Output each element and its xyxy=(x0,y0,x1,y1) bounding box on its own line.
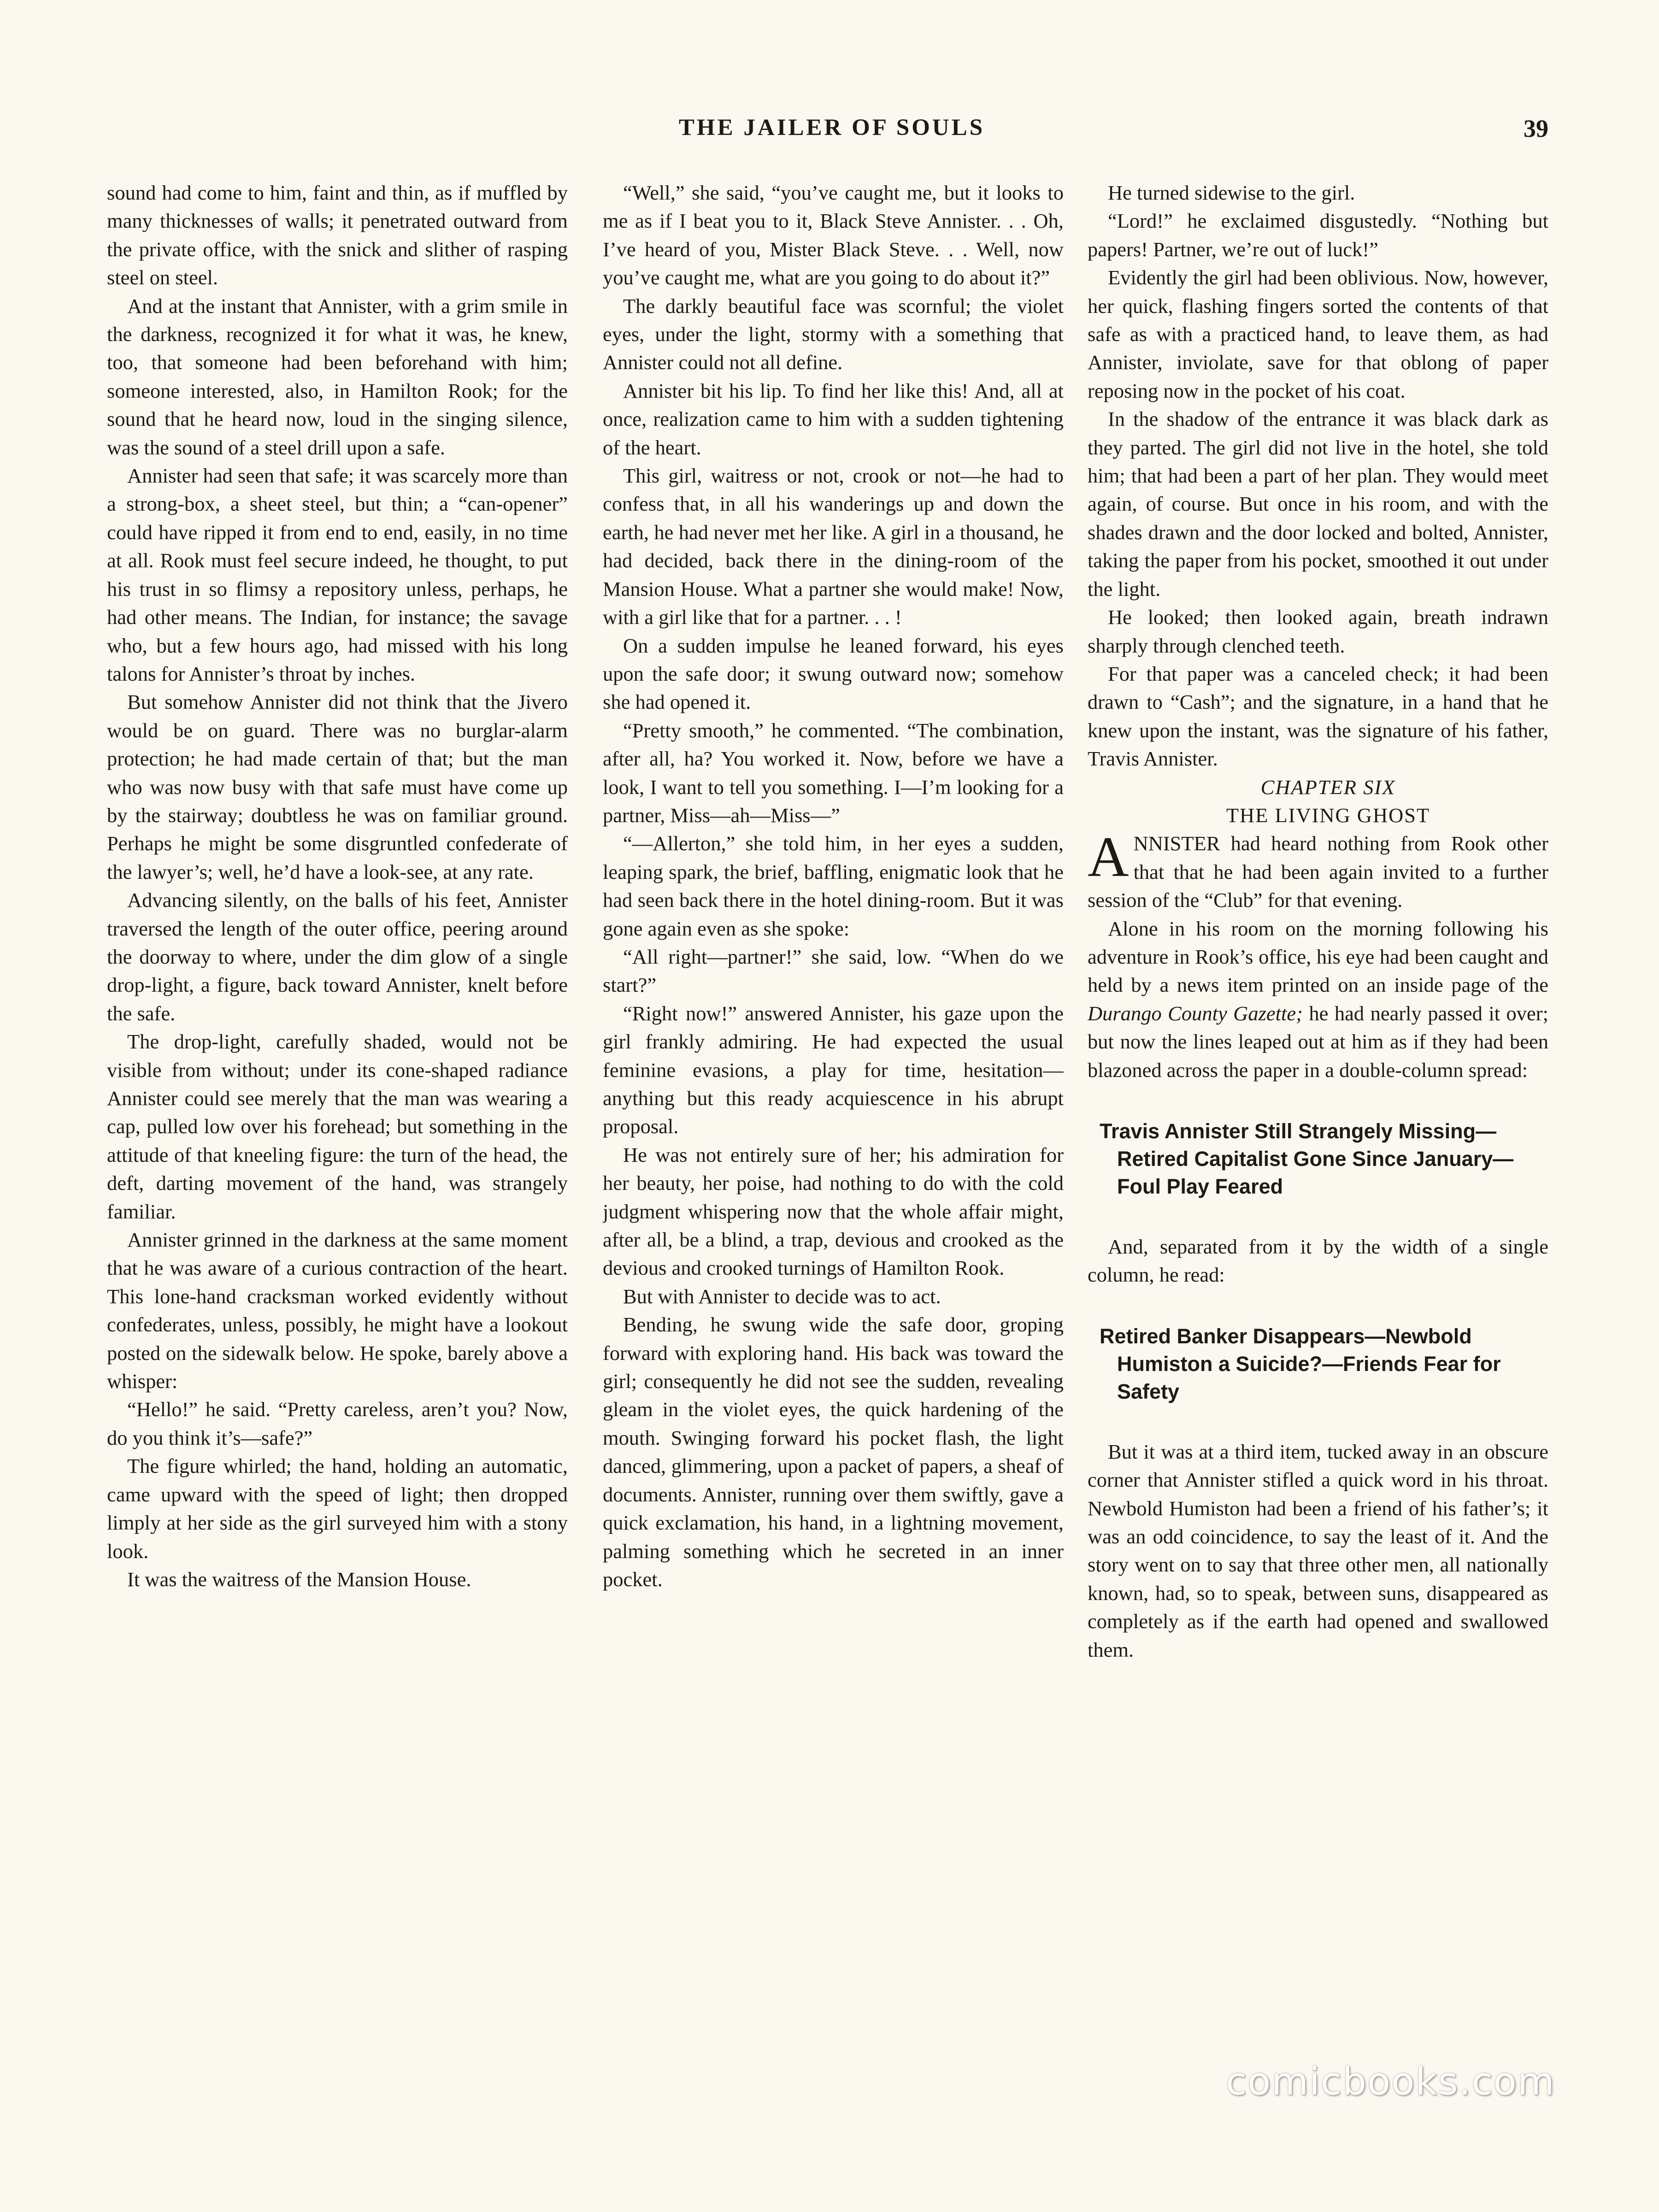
paragraph: But with Annister to decide was to act. xyxy=(623,1284,941,1308)
paragraph: Annister had seen that safe; it was scarcely more than a strong-box, a sheet steel, but thin; a “can-opener” could have ripped it from end to end, easily, in no time at all. Rook must feel secure indeed, he thought, to put his trust in so flimsy a repository unless, perhaps, he had other means. The Indian, for instance; the savage who, but a few hours ago, had missed with his long talons for Annister’s throat by inches. xyxy=(107,464,568,685)
news-headline-2: Retired Banker Disappears—Newbold Humiston a Suicide?—Friends Fear for Safety xyxy=(1100,1324,1501,1403)
paragraph-text: Alone in his room on the morning following his adventure in Rook’s office, his eye had been caught and held by a news item printed on an inside page of the xyxy=(1088,917,1548,997)
paragraph: This girl, waitress or not, crook or not—he had to confess that, in all his wanderings up and down the earth, he had never met her like. A girl in a thousand, he had decided, back there in the dining-room of the Mansion House. What a partner she would make! Now, with a girl like that for a partner. . . ! xyxy=(603,464,1064,629)
newspaper-name: Durango County Gazette; xyxy=(1088,1001,1303,1025)
page-number: 39 xyxy=(1524,115,1548,142)
running-title: THE JAILER OF SOULS xyxy=(678,115,985,141)
paragraph: It was the waitress of the Mansion House. xyxy=(127,1567,471,1591)
paragraph: Annister bit his lip. To find her like this! And, all at once, realization came to him with a sudden tightening of the heart. xyxy=(603,379,1064,459)
paragraph xyxy=(1088,915,1548,1084)
paragraph: The drop-light, carefully shaded, would not be visible from without; under its cone-shaped radiance Annister could see merely that the man was wearing a cap, pulled low over his forehead; but something in the attitude of that kneeling figure: the turn of the head, the deft, darting movement of the hand, was strangely familiar. xyxy=(107,1030,568,1223)
paragraph: Bending, he swung wide the safe door, groping forward with exploring hand. His back was toward the girl; consequently he did not see the sudden, revealing gleam in the violet eyes, the quick hardening of the mouth. Swinging forward his pocket flash, the light danced, glimmering, upon a packet of papers, a sheaf of documents. Annister, running over them swiftly, gave a quick exclamation, his hand, in a lightning movement, palming something which he secreted in an inner pocket. xyxy=(603,1313,1064,1591)
paragraph: For that paper was a canceled check; it had been drawn to “Cash”; and the signature, in a hand that he knew upon the instant, was the signature of his father, Travis Annister. xyxy=(1088,662,1548,771)
paragraph: And at the instant that Annister, with a grim smile in the darkness, recognized it for what it was, he knew, too, that someone had been beforehand with him; someone interested, also, in Hamilton Rook; for the sound that he heard now, loud in the singing silence, was the sound of a steel drill upon a safe. xyxy=(107,294,568,459)
paragraph: “All right—partner!” she said, low. “When do we start?” xyxy=(603,945,1064,997)
text-column-1 xyxy=(107,179,568,2082)
drop-cap: A xyxy=(1088,825,1129,889)
paragraph: “Well,” she said, “you’ve caught me, but it looks to me as if I beat you to it, Black Steve Annister. . . Oh, I’ve heard of you, Mister Black Steve. . . Well, now you’ve caught me, what are you going to do about it?” xyxy=(603,181,1064,289)
news-headline-1: Travis Annister Still Strangely Missing—Retired Capitalist Gone Since January—Foul Play Feared xyxy=(1100,1119,1514,1198)
paragraph: “Pretty smooth,” he commented. “The combination, after all, ha? You worked it. Now, before we have a look, I want to tell you something. I—I’m looking for a partner, Miss—ah—Miss—” xyxy=(603,718,1064,827)
paragraph: The figure whirled; the hand, holding an automatic, came upward with the speed of light; then dropped limply at her side as the girl surveyed him with a stony look. xyxy=(107,1454,568,1563)
paragraph: Evidently the girl had been oblivious. Now, however, her quick, flashing fingers sorted the contents of that safe as with a practiced hand, to leave them, as had Annister, inviolate, save for that oblong of paper reposing now in the pocket of his coat. xyxy=(1088,266,1548,402)
text-column-2 xyxy=(603,179,1064,2082)
paragraph: He turned sidewise to the girl. xyxy=(1108,181,1355,204)
chapter-lead-paragraph xyxy=(1088,825,1548,914)
chapter-subtitle: THE LIVING GHOST xyxy=(1226,803,1430,827)
paragraph: “Hello!” he said. “Pretty careless, aren’t you? Now, do you think it’s—safe?” xyxy=(107,1398,568,1449)
paragraph-text: he had nearly passed it over; but now the lines leaped out at him as if they had been blazoned across the paper in a double-column spread: xyxy=(1088,1001,1548,1082)
paragraph: And, separated from it by the width of a single column, he read: xyxy=(1088,1235,1548,1287)
paragraph: He looked; then looked again, breath indrawn sharply through clenched teeth. xyxy=(1088,606,1548,657)
chapter-title: CHAPTER SIX xyxy=(1260,775,1396,799)
paragraph: But somehow Annister did not think that the Jivero would be on guard. There was no burglar-alarm protection; he had made certain of that; but the man who was now busy with that safe must have come up by the stairway; doubtless he was on familiar ground. Perhaps he might be some disgruntled confederate of the lawyer’s; well, he’d have a look-see, at any rate. xyxy=(107,690,568,883)
lead-text: NNISTER had heard nothing from Rook other that that he had been again invited to a further session of the “Club” for that evening. xyxy=(1088,832,1548,912)
running-header xyxy=(115,114,1548,156)
paragraph: Advancing silently, on the balls of his feet, Annister traversed the length of the outer office, peering around the doorway to where, under the dim glow of a single drop-light, a figure, back toward Annister, knelt before the safe. xyxy=(107,888,568,1025)
paragraph: In the shadow of the entrance it was black dark as they parted. The girl did not live in the hotel, she told him; that had been a part of her plan. They would meet again, of course. But once in his room, and with the shades drawn and the door locked and bolted, Annister, taking the paper from his pocket, smoothed it out under the light. xyxy=(1088,407,1548,600)
paragraph: He was not entirely sure of her; his admiration for her beauty, her poise, had nothing to do with the cold judgment whispering now that the whole affair might, after all, be a blind, a trap, devious and crooked as the devious and crooked turnings of Hamilton Rook. xyxy=(603,1143,1064,1280)
paragraph: Annister grinned in the darkness at the same moment that he was aware of a curious contraction of the heart. This lone-hand cracksman worked evidently without confederates, unless, possibly, he might have a lookout posted on the sidewalk below. He spoke, barely above a whisper: xyxy=(107,1228,568,1393)
paragraph: But it was at a third item, tucked away in an obscure corner that Annister stifled a quick word in his throat. Newbold Humiston had been a friend of his father’s; it was an odd coincidence, to say the least of it. And the story went on to say that three other men, all nationally known, had, so to speak, between suns, disappeared as completely as if the earth had opened and swallowed them. xyxy=(1088,1440,1548,1661)
text-column-3 xyxy=(1088,179,1548,2082)
paragraph: “Right now!” answered Annister, his gaze upon the girl frankly admiring. He had expected the usual feminine evasions, a play for time, hesitation—anything but this ready acquiescence in his abrupt proposal. xyxy=(603,1001,1064,1138)
paragraph: “—Allerton,” she told him, in her eyes a sudden, leaping spark, the brief, baffling, enigmatic look that he had seen back there in the hotel dining-room. But it was gone again even as she spoke: xyxy=(603,832,1064,940)
watermark: comicbooks.com xyxy=(1226,2060,1555,2104)
paragraph: On a sudden impulse he leaned forward, his eyes upon the safe door; it swung outward now; somehow she had opened it. xyxy=(603,634,1064,714)
paragraph: sound had come to him, faint and thin, as if muffled by many thicknesses of walls; it penetrated outward from the private office, with the snick and slither of rasping steel on steel. xyxy=(107,181,568,289)
paragraph: The darkly beautiful face was scornful; the violet eyes, under the light, stormy with a something that Annister could not all define. xyxy=(603,294,1064,374)
paragraph: “Lord!” he exclaimed disgustedly. “Nothing but papers! Partner, we’re out of luck!” xyxy=(1088,209,1548,261)
